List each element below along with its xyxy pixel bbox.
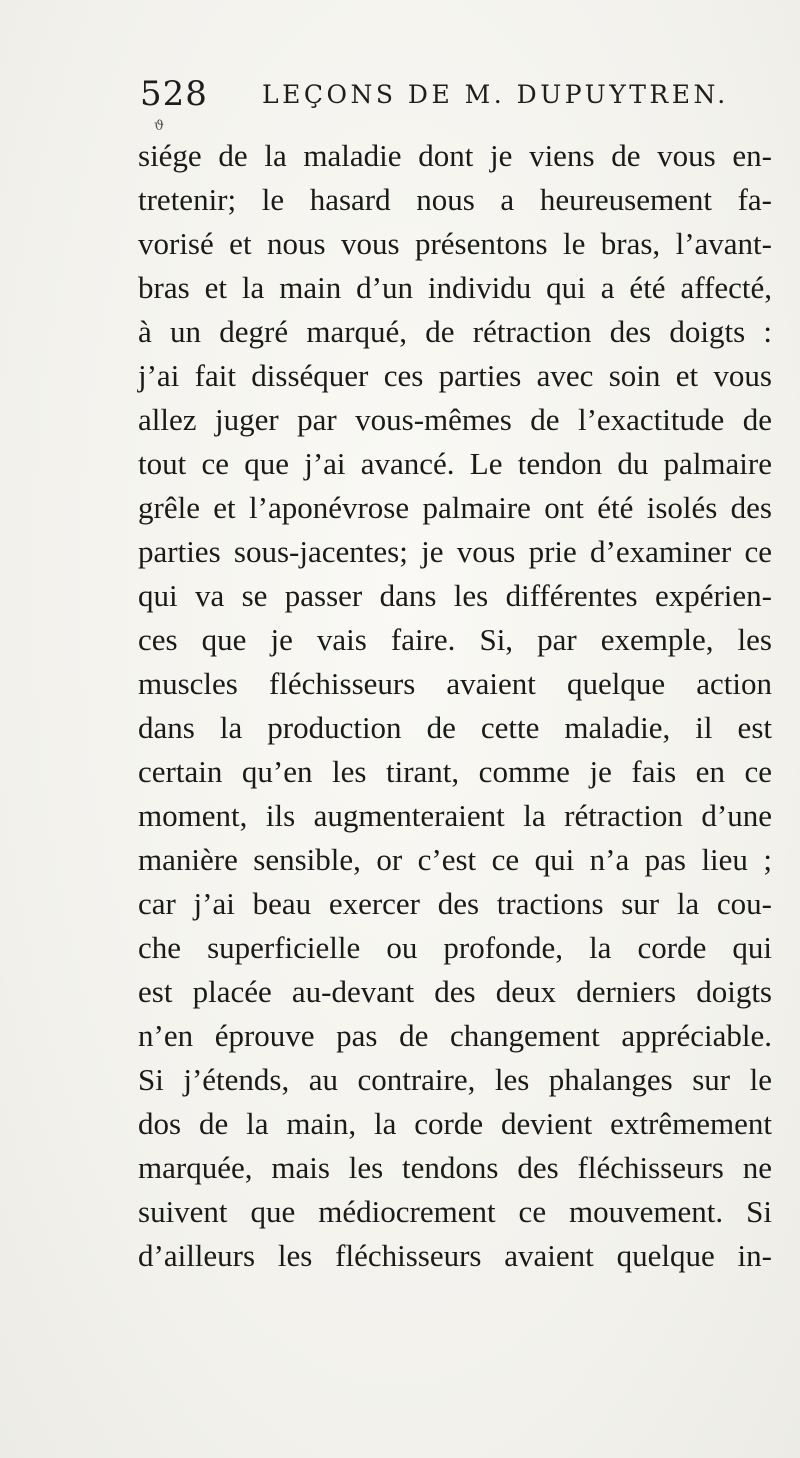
text-line: grêle et l’aponévrose palmaire ont été isolés des — [138, 490, 772, 525]
text-line: tout ce que j’ai avancé. Le tendon du palmaire — [138, 446, 772, 481]
text-line: marquée, mais les tendons des fléchisseurs ne — [138, 1150, 772, 1185]
text-line: ces que je vais faire. Si, par exemple, les — [138, 622, 772, 657]
text-line: siége de la maladie dont je viens de vous en- — [138, 138, 772, 173]
text-line: Si j’étends, au contraire, les phalanges sur le — [138, 1062, 772, 1097]
text-line: d’ailleurs les fléchisseurs avaient quelque in- — [138, 1238, 772, 1273]
text-line: dos de la main, la corde devient extrêmement — [138, 1106, 772, 1141]
text-line: qui va se passer dans les différentes expérien- — [138, 578, 772, 613]
running-title: LEÇONS DE M. DUPUYTREN. — [262, 80, 729, 109]
text-line: manière sensible, or c’est ce qui n’a pas lieu ; — [138, 842, 772, 877]
text-line: tretenir; le hasard nous a heureusement fa- — [138, 182, 772, 217]
running-head — [140, 72, 729, 116]
text-line: j’ai fait disséquer ces parties avec soin et vous — [138, 358, 772, 393]
text-line: n’en éprouve pas de changement appréciable. — [138, 1018, 772, 1053]
text-line: muscles fléchisseurs avaient quelque action — [138, 666, 772, 701]
text-line: est placée au-devant des deux derniers doigts — [138, 974, 772, 1009]
text-line: vorisé et nous vous présentons le bras, l’avant- — [138, 226, 772, 261]
text-line: car j’ai beau exercer des tractions sur la cou- — [138, 886, 772, 921]
body-text — [138, 134, 772, 1278]
text-line: bras et la main d’un individu qui a été affecté, — [138, 270, 772, 305]
text-line: allez juger par vous-mêmes de l’exactitude de — [138, 402, 772, 437]
signature-mark: ϑ — [154, 118, 165, 134]
text-line: certain qu’en les tirant, comme je fais en ce — [138, 754, 772, 789]
text-line: à un degré marqué, de rétraction des doigts : — [138, 314, 772, 349]
text-line: che superficielle ou profonde, la corde qui — [138, 930, 772, 965]
text-line: dans la production de cette maladie, il est — [138, 710, 772, 745]
text-line: suivent que médiocrement ce mouvement. Si — [138, 1194, 772, 1229]
text-line: parties sous-jacentes; je vous prie d’examiner ce — [138, 534, 772, 569]
text-line: moment, ils augmenteraient la rétraction d’une — [138, 798, 772, 833]
page-number: 528 — [140, 74, 208, 114]
